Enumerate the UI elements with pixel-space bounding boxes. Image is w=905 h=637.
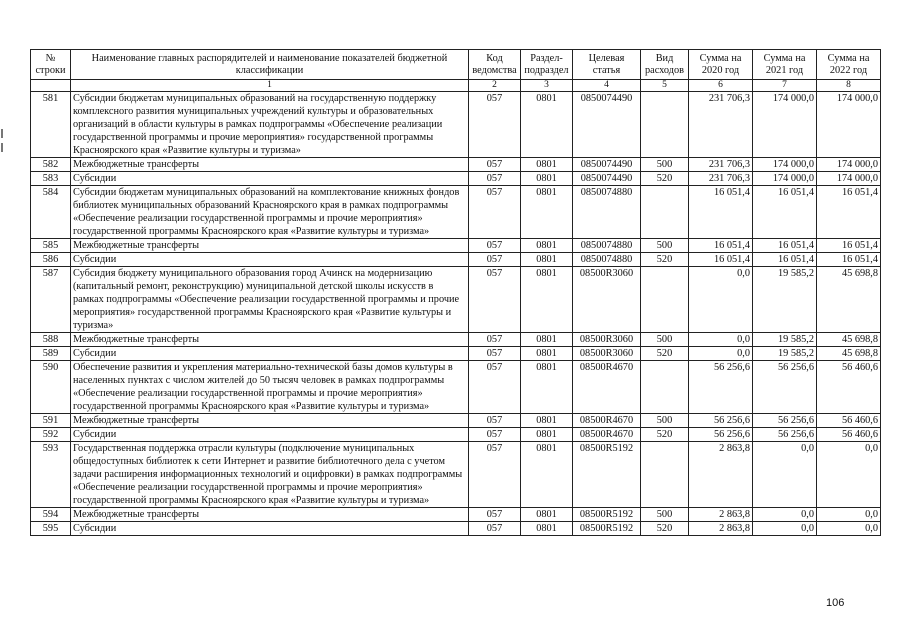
section-cell: 0801 [521, 333, 573, 347]
target-article-cell: 08500R3060 [573, 333, 641, 347]
column-number: 7 [753, 80, 817, 92]
sum-2021-cell: 19 585,2 [753, 333, 817, 347]
table-row [31, 186, 881, 239]
sum-2020-cell: 56 256,6 [689, 414, 753, 428]
sum-2021-cell: 174 000,0 [753, 172, 817, 186]
sum-2021-cell: 174 000,0 [753, 92, 817, 158]
sum-2022-cell: 56 460,6 [817, 428, 881, 442]
expense-type-cell: 520 [641, 172, 689, 186]
row-number-cell: 585 [31, 239, 71, 253]
target-article-cell: 0850074880 [573, 239, 641, 253]
sum-2022-cell: 16 051,4 [817, 253, 881, 267]
target-article-cell: 08500R4670 [573, 428, 641, 442]
row-number-cell: 589 [31, 347, 71, 361]
row-number-cell: 581 [31, 92, 71, 158]
column-number: 1 [71, 80, 469, 92]
column-number: 8 [817, 80, 881, 92]
row-number-cell: 582 [31, 158, 71, 172]
sum-2021-cell: 56 256,6 [753, 428, 817, 442]
table-body [31, 92, 881, 536]
sum-2020-cell: 231 706,3 [689, 158, 753, 172]
section-cell: 0801 [521, 442, 573, 508]
row-name-cell: Межбюджетные трансферты [71, 333, 469, 347]
section-cell: 0801 [521, 522, 573, 536]
row-number-cell: 583 [31, 172, 71, 186]
target-article-cell: 08500R3060 [573, 347, 641, 361]
section-cell: 0801 [521, 92, 573, 158]
dept-code-cell: 057 [469, 333, 521, 347]
section-cell: 0801 [521, 508, 573, 522]
sum-2022-cell: 56 460,6 [817, 414, 881, 428]
column-number-row [31, 80, 881, 92]
table-row [31, 508, 881, 522]
sum-2020-cell: 231 706,3 [689, 92, 753, 158]
column-number [31, 80, 71, 92]
column-number: 3 [521, 80, 573, 92]
row-name-cell: Субсидия бюджету муниципального образования город Ачинск на модернизацию (капитальный ремонт, реконструкцию) муниципальной детской школы искусств в рамках подпрограммы «Обеспечение реализации государственной программы и прочие мероприятия» государственной программы Красноярского края «Развитие культуры и туризма» [71, 267, 469, 333]
page-number: 106 [826, 597, 845, 609]
target-article-cell: 08500R5192 [573, 508, 641, 522]
expense-type-cell: 520 [641, 253, 689, 267]
table-row [31, 347, 881, 361]
row-name-cell: Субсидии бюджетам муниципальных образований на государственную поддержку комплексного развития муниципальных учреждений культуры и образовательных организаций в области культуры в рамках подпрограммы «Обеспечение реализации государственной программы и прочие мероприятия» государственной программы Красноярского края «Развитие культуры и туризма» [71, 92, 469, 158]
sum-2020-cell: 0,0 [689, 267, 753, 333]
sum-2020-cell: 56 256,6 [689, 361, 753, 414]
row-number-cell: 587 [31, 267, 71, 333]
dept-code-cell: 057 [469, 92, 521, 158]
sum-2020-cell: 0,0 [689, 333, 753, 347]
table-row [31, 522, 881, 536]
sum-2020-cell: 16 051,4 [689, 239, 753, 253]
sum-2021-cell: 56 256,6 [753, 361, 817, 414]
expense-type-cell: 500 [641, 333, 689, 347]
sum-2022-cell: 56 460,6 [817, 361, 881, 414]
dept-code-cell: 057 [469, 347, 521, 361]
target-article-cell: 0850074490 [573, 92, 641, 158]
sum-2021-cell: 56 256,6 [753, 414, 817, 428]
dept-code-cell: 057 [469, 239, 521, 253]
row-number-cell: 591 [31, 414, 71, 428]
sum-2021-cell: 19 585,2 [753, 267, 817, 333]
table-row [31, 253, 881, 267]
dept-code-cell: 057 [469, 253, 521, 267]
row-name-cell: Межбюджетные трансферты [71, 158, 469, 172]
dept-code-cell: 057 [469, 508, 521, 522]
row-name-cell: Субсидии [71, 172, 469, 186]
section-cell: 0801 [521, 239, 573, 253]
sum-2020-cell: 16 051,4 [689, 253, 753, 267]
dept-code-cell: 057 [469, 428, 521, 442]
expense-type-cell [641, 442, 689, 508]
header-cell: Сумма на 2020 год [689, 50, 753, 80]
sum-2022-cell: 174 000,0 [817, 172, 881, 186]
row-name-cell: Субсидии [71, 253, 469, 267]
header-cell: № строки [31, 50, 71, 80]
row-number-cell: 584 [31, 186, 71, 239]
table-row [31, 239, 881, 253]
row-number-cell: 586 [31, 253, 71, 267]
target-article-cell: 08500R3060 [573, 267, 641, 333]
sum-2022-cell: 0,0 [817, 522, 881, 536]
section-cell: 0801 [521, 428, 573, 442]
expense-type-cell: 520 [641, 347, 689, 361]
expense-type-cell [641, 186, 689, 239]
section-cell: 0801 [521, 267, 573, 333]
row-name-cell: Государственная поддержка отрасли культуры (подключение муниципальных общедоступных библиотек к сети Интернет и развитие библиотечного дела с учетом задачи расширения информационных технологий и оцифровки) в рамках подпрограммы «Обеспечение реализации государственной программы и прочие мероприятия» государственной программы Красноярского края «Развитие культуры и туризма» [71, 442, 469, 508]
target-article-cell: 0850074490 [573, 158, 641, 172]
table-row [31, 172, 881, 186]
dept-code-cell: 057 [469, 522, 521, 536]
dept-code-cell: 057 [469, 361, 521, 414]
sum-2020-cell: 2 863,8 [689, 508, 753, 522]
row-name-cell: Межбюджетные трансферты [71, 414, 469, 428]
scan-edge-mark [1, 143, 3, 152]
header-row [31, 50, 881, 80]
sum-2022-cell: 0,0 [817, 442, 881, 508]
column-number: 6 [689, 80, 753, 92]
section-cell: 0801 [521, 158, 573, 172]
dept-code-cell: 057 [469, 267, 521, 333]
sum-2020-cell: 0,0 [689, 347, 753, 361]
target-article-cell: 08500R4670 [573, 361, 641, 414]
sum-2022-cell: 45 698,8 [817, 347, 881, 361]
section-cell: 0801 [521, 347, 573, 361]
header-cell: Вид расходов [641, 50, 689, 80]
table-row [31, 267, 881, 333]
header-cell: Сумма на 2021 год [753, 50, 817, 80]
target-article-cell: 08500R4670 [573, 414, 641, 428]
row-number-cell: 594 [31, 508, 71, 522]
expense-type-cell: 500 [641, 508, 689, 522]
expense-type-cell: 500 [641, 158, 689, 172]
sum-2022-cell: 16 051,4 [817, 239, 881, 253]
sum-2021-cell: 16 051,4 [753, 253, 817, 267]
sum-2022-cell: 174 000,0 [817, 92, 881, 158]
budget-table [30, 49, 881, 536]
expense-type-cell [641, 267, 689, 333]
row-name-cell: Межбюджетные трансферты [71, 508, 469, 522]
row-name-cell: Обеспечение развития и укрепления материально-технической базы домов культуры в населенных пунктах с числом жителей до 50 тысяч человек в рамках подпрограммы «Обеспечение реализации государственной программы и прочие мероприятия» государственной программы Красноярского края «Развитие культуры и туризма» [71, 361, 469, 414]
sum-2020-cell: 2 863,8 [689, 442, 753, 508]
sum-2022-cell: 0,0 [817, 508, 881, 522]
expense-type-cell [641, 361, 689, 414]
sum-2021-cell: 0,0 [753, 442, 817, 508]
table-row [31, 158, 881, 172]
dept-code-cell: 057 [469, 186, 521, 239]
expense-type-cell [641, 92, 689, 158]
sum-2020-cell: 231 706,3 [689, 172, 753, 186]
expense-type-cell: 520 [641, 522, 689, 536]
sum-2020-cell: 16 051,4 [689, 186, 753, 239]
row-name-cell: Субсидии бюджетам муниципальных образований на комплектование книжных фондов библиотек муниципальных образований Красноярского края в рамках подпрограммы «Обеспечение реализации государственной программы и прочие мероприятия» государственной программы Красноярского края «Развитие культуры и туризма» [71, 186, 469, 239]
section-cell: 0801 [521, 253, 573, 267]
row-name-cell: Субсидии [71, 347, 469, 361]
table-row [31, 414, 881, 428]
expense-type-cell: 500 [641, 239, 689, 253]
row-number-cell: 593 [31, 442, 71, 508]
target-article-cell: 08500R5192 [573, 442, 641, 508]
section-cell: 0801 [521, 414, 573, 428]
sum-2021-cell: 16 051,4 [753, 186, 817, 239]
header-cell: Раздел-подраздел [521, 50, 573, 80]
table-row [31, 92, 881, 158]
column-number: 2 [469, 80, 521, 92]
target-article-cell: 08500R5192 [573, 522, 641, 536]
expense-type-cell: 500 [641, 414, 689, 428]
sum-2022-cell: 174 000,0 [817, 158, 881, 172]
table-row [31, 333, 881, 347]
header-cell: Наименование главных распорядителей и наименование показателей бюджетной классификации [71, 50, 469, 80]
sum-2021-cell: 0,0 [753, 508, 817, 522]
column-number: 4 [573, 80, 641, 92]
target-article-cell: 0850074490 [573, 172, 641, 186]
row-name-cell: Субсидии [71, 428, 469, 442]
expense-type-cell: 520 [641, 428, 689, 442]
section-cell: 0801 [521, 186, 573, 239]
row-number-cell: 595 [31, 522, 71, 536]
row-name-cell: Субсидии [71, 522, 469, 536]
sum-2021-cell: 19 585,2 [753, 347, 817, 361]
scan-edge-mark [1, 129, 3, 138]
table-row [31, 361, 881, 414]
header-cell: Целевая статья [573, 50, 641, 80]
sum-2021-cell: 0,0 [753, 522, 817, 536]
sum-2021-cell: 16 051,4 [753, 239, 817, 253]
target-article-cell: 0850074880 [573, 253, 641, 267]
target-article-cell: 0850074880 [573, 186, 641, 239]
table-row [31, 428, 881, 442]
dept-code-cell: 057 [469, 172, 521, 186]
column-number: 5 [641, 80, 689, 92]
section-cell: 0801 [521, 172, 573, 186]
sum-2022-cell: 45 698,8 [817, 333, 881, 347]
section-cell: 0801 [521, 361, 573, 414]
row-number-cell: 590 [31, 361, 71, 414]
sum-2022-cell: 16 051,4 [817, 186, 881, 239]
row-name-cell: Межбюджетные трансферты [71, 239, 469, 253]
row-number-cell: 588 [31, 333, 71, 347]
sum-2020-cell: 56 256,6 [689, 428, 753, 442]
dept-code-cell: 057 [469, 158, 521, 172]
sum-2022-cell: 45 698,8 [817, 267, 881, 333]
sum-2021-cell: 174 000,0 [753, 158, 817, 172]
header-cell: Код ведомства [469, 50, 521, 80]
row-number-cell: 592 [31, 428, 71, 442]
header-cell: Сумма на 2022 год [817, 50, 881, 80]
dept-code-cell: 057 [469, 442, 521, 508]
sum-2020-cell: 2 863,8 [689, 522, 753, 536]
dept-code-cell: 057 [469, 414, 521, 428]
table-row [31, 442, 881, 508]
